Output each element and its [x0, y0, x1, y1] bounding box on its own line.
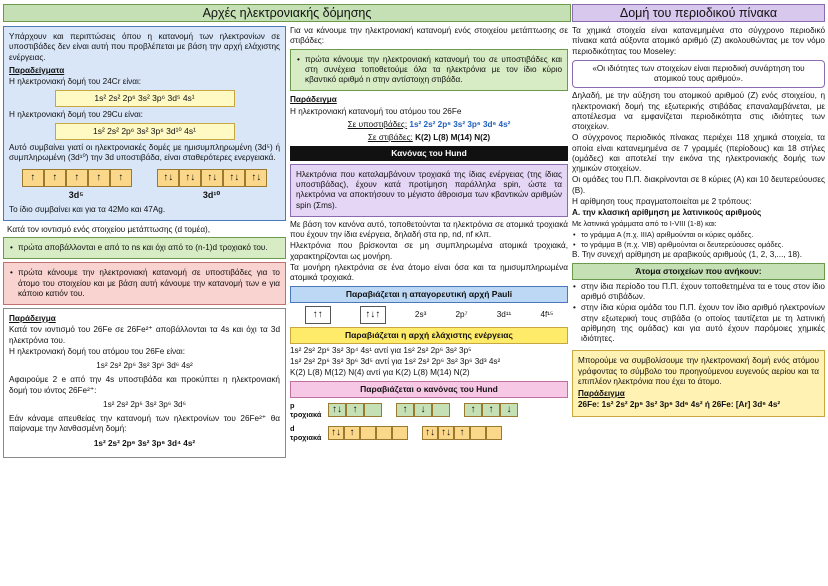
- p-wrong: [328, 403, 382, 417]
- d5-label: 3d⁵: [68, 190, 84, 201]
- orbital-box: ↑: [44, 169, 66, 187]
- pauli-label: 3d¹¹: [496, 309, 512, 319]
- orbital-box: ↑↓: [422, 426, 438, 440]
- orbital-box: ↑: [464, 403, 482, 417]
- orbital-box: ↑: [110, 169, 132, 187]
- orbital-box: ↑↓: [223, 169, 245, 187]
- reason-text: Αυτό συμβαίνει γιατί οι ηλεκτρονιακές δομές με ημισυμπληρωμένη (3d⁵) ή συμπληρωμένη (3d¹⁰) την 3d υποστιβάδα, είναι σταθερότερες ενεργειακά.: [9, 142, 280, 162]
- fe-text-4: Εάν κάναμε απευθείας την κατανομή των ηλεκτρονίων του 26Fe²⁺ θα παίρναμε την λανθασμένη δομή:: [9, 414, 280, 434]
- d-wrong-2: [422, 426, 502, 440]
- orbital-box: [376, 426, 392, 440]
- d-orbital-row: [290, 424, 568, 443]
- orbital-box: [432, 403, 450, 417]
- energy-line: K(2) L(8) M(12) N(4) αντί για K(2) L(8) M(14) N(2): [290, 368, 470, 378]
- transition-bullet-box: [290, 49, 568, 92]
- ion-pink-box: [3, 262, 286, 305]
- cr-text: Η ηλεκτρονιακή δομή του 24Cr είναι:: [9, 77, 142, 86]
- orbital-box: ↑↓: [328, 403, 346, 417]
- hund-more-3: Τα μονήρη ηλεκτρόνια σε ένα άτομο είναι όσα και τα ημισυμπληρωμένα ατομικά τροχιακά.: [290, 262, 568, 283]
- column-right: [572, 4, 825, 582]
- orbital-box: ↑↑: [305, 306, 331, 324]
- fe2-config: 1s² 2s² 2p⁶ 3s² 3p⁶ 3d⁶: [103, 399, 186, 409]
- fe-config: 1s² 2s² 2p⁶ 3s² 3p⁶ 3d⁶ 4s²: [96, 361, 193, 370]
- pt-p2: Δηλαδή, με την αύξηση του ατομικού αριθμού (Z) ενός στοιχείου, η ηλεκτρονιακή δομή της εξωτερικής στιβάδας επαναλαμβάνεται, με αποτέλεσμα να εμφανίζεται περιοδικότητα στις ιδιότητες των στοιχείων.: [572, 91, 825, 131]
- orbital-box: ↑↓: [245, 169, 267, 187]
- orbital-box: ↑↓: [179, 169, 201, 187]
- fe-text-2: Η ηλεκτρονιακή δομή του ατόμου του 26Fe είναι:: [9, 346, 185, 356]
- d-wrong: [328, 426, 408, 440]
- d10-orbitals: [157, 169, 267, 187]
- fe-text-3: Αφαιρούμε 2 e από την 4s υποστιβάδα και προκύπτει η ηλεκτρονιακή δομή του ιόντος 26Fe²⁺:: [9, 375, 280, 395]
- pauli-label: 4f¹⁵: [540, 309, 554, 319]
- orbital-box: ↑: [344, 426, 360, 440]
- orbital-box: ↓: [414, 403, 432, 417]
- fe-wrong-config: 1s² 2s² 2p⁶ 3s² 3p⁶ 3d⁴ 4s²: [93, 438, 196, 448]
- orbital-box: [392, 426, 408, 440]
- orbital-box: ↑: [22, 169, 44, 187]
- pt-p5: Η αρίθμηση τους πραγματοποιείται με 2 τρόπους:: [572, 196, 752, 206]
- orbital-labels: [9, 190, 280, 201]
- pauli-examples: [290, 306, 568, 324]
- shell-label: Σε στιβάδες:: [367, 133, 413, 142]
- pauli-label: 2p⁷: [455, 309, 468, 319]
- ion-pink-bullet: • πρώτα κάνουμε την ηλεκτρονιακή κατανομή σε υποστιβάδες για το άτομο του στοιχείου και με βάση αυτή κάνουμε την κατανομή των e για κάποιο κατιόν του.: [9, 268, 280, 299]
- ion-green-box: [3, 237, 286, 259]
- shell-line: [290, 133, 568, 143]
- orbital-box: [486, 426, 502, 440]
- intro-text: Υπάρχουν και περιπτώσεις όπου η κατανομή των ηλεκτρονίων σε υποστιβάδες δεν είναι αυτή που προβλέπεται με βάση την αρχή ελάχιστης ενέργειας.: [9, 32, 280, 62]
- orbital-box: ↑↓: [201, 169, 223, 187]
- pauli-label: 2s³: [414, 309, 427, 319]
- d-label: d τροχιακά: [290, 423, 322, 442]
- shell-config: K(2) L(8) M(14) N(2): [415, 133, 491, 142]
- fe-text-1: Κατά τον ιοντισμό του 26Fe σε 26Fe²⁺ αποβάλλονται τα 4s και όχι τα 3d ηλεκτρόνια του.: [9, 325, 280, 345]
- atoms-bullet-group: • στην ίδια κύρια ομάδα του Π.Π. έχουν τον ίδιο αριθμό ηλεκτρονίων στην εξωτερική τους στιβάδα (ο οποίος ταυτίζεται με τη λατινική αρίθμηση της ομάδας) και για αυτό έχουν παρόμοιες χημικές ιδιότητες.: [572, 303, 825, 344]
- noble-gas-box: [572, 350, 825, 416]
- example-title-2: Παράδειγμα: [290, 95, 337, 105]
- orbital-box: [470, 426, 486, 440]
- orbital-diagrams: [9, 166, 280, 190]
- fe-example-box: [3, 308, 286, 458]
- orbital-box: ↑: [88, 169, 110, 187]
- pt-numbering-a-bullet: • το γράμμα Β (π.χ. VIB) αριθμούνται οι δευτερεύουσες ομάδες.: [572, 240, 825, 249]
- orbital-box: ↑: [66, 169, 88, 187]
- hund-violation-title: Παραβιάζεται ο κανόνας του Hund: [290, 381, 568, 398]
- pt-p4: Οι ομάδες του Π.Π. διακρίνονται σε 8 κύριες (Α) και 10 δευτερεύουσες (Β).: [572, 175, 825, 195]
- symbol-text: Μπορούμε να συμβολίσουμε την ηλεκτρονιακή δομή ενός ατόμου γράφοντας το σύμβολο του προηγούμενου ευγενούς αερίου και τα επιπλέον ηλεκτρόνια που έχει το άτομο.: [578, 356, 819, 386]
- orbital-box: ↑↓: [438, 426, 454, 440]
- transition-bullet: • πρώτα κάνουμε την ηλεκτρονιακή κατανομή του σε υποστιβάδες και στη συνέχεια τοποθετούμε όλα τα ηλεκτρόνια με τον ίδιο κύριο κβαντικό αριθμό n στην αντίστοιχη στιβάδα.: [296, 55, 562, 86]
- p-wrong-2: [396, 403, 450, 417]
- symbol-example: 26Fe: 1s² 2s² 2p⁶ 3s² 3p⁶ 3d⁶ 4s² ή 26Fe: [Ar] 3d⁶ 4s²: [578, 400, 781, 410]
- pt-numbering-a-sub: Με λατινικά γράμματα από το I-VIII (1-8) και:: [572, 219, 717, 229]
- subshell-config: 1s² 2s² 2p⁶ 3s² 3p⁶ 3d⁶ 4s²: [409, 119, 511, 129]
- orbital-box: ↑↓: [157, 169, 179, 187]
- examples-title: Παραδείγματα: [9, 65, 65, 75]
- atoms-bullet-period: • στην ίδια περίοδο του Π.Π. έχουν τοποθετημένα τα e τους στον ίδιο αριθμό στιβάδων.: [572, 282, 825, 303]
- pauli-title: Παραβιάζεται η απαγορευτική αρχή Pauli: [290, 286, 568, 303]
- hund-more-1: Με βάση τον κανόνα αυτό, τοποθετούνται τα ηλεκτρόνια σε ατομικά τροχιακά που έχουν την ίδια ενέργεια, δηλαδή στα np, nd, nf κλπ.: [290, 219, 568, 240]
- pt-p3: Ο σύγχρονος περιοδικός πίνακας περιέχει 118 χημικά στοιχεία, τα οποία είναι κατανεμημένα σε 7 γραμμές (περίοδους) και 18 στήλες (ομάδες) και αποτελεί την εικόνα της ηλεκτρονιακής δομής των χημικών στοιχείων.: [572, 133, 825, 173]
- cu-config: 1s² 2s² 2p⁶ 3s² 3p⁶ 3d¹⁰ 4s¹: [55, 123, 235, 140]
- cu-text: Η ηλεκτρονιακή δομή του 29Cu είναι:: [9, 109, 143, 119]
- energy-line: 1s² 2s² 2p⁶ 3s² 3p⁴ 4s¹ αντί για 1s² 2s² 2p⁶ 3s² 3p⁵: [290, 345, 472, 355]
- header-electronic-structure: Αρχές ηλεκτρονιακής δόμησης: [3, 4, 571, 22]
- symbol-example-title: Παράδειγμα: [578, 389, 625, 399]
- subshell-label: Σε υποστιβάδες:: [347, 119, 408, 129]
- moseley-quote: «Οι ιδιότητες των στοιχείων είναι περιοδική συνάρτηση του ατομικού τους αριθμού».: [572, 60, 825, 89]
- pt-numbering-a-bullet: • το γράμμα Α (π.χ. IIIA) αριθμούνται οι κύριες ομάδες.: [572, 230, 825, 239]
- energy-line: 1s² 2s² 2p⁶ 3s² 3p⁶ 3d⁵ αντί για 1s² 2s² 2p⁶ 3s² 3p⁶ 3d³ 4s²: [290, 356, 501, 366]
- p-wrong-3: [464, 403, 518, 417]
- hund-title: Κανόνας του Hund: [290, 146, 568, 161]
- pt-numbering-b: Β. Την συνεχή αρίθμηση με αραβικούς αριθμούς (1, 2, 3,..., 18).: [572, 250, 803, 259]
- orbital-box: [364, 403, 382, 417]
- hund-more-2: Ηλεκτρόνια που βρίσκονται σε μη συμπληρωμένα ατομικά τροχιακά, χαρακτηρίζονται ως μονήρη.: [290, 241, 568, 261]
- mo-ag-text: Το ίδιο συμβαίνει και για τα 42Mo και 47Ag.: [9, 204, 166, 214]
- energy-title: Παραβιάζεται η αρχή ελάχιστης ενέργειας: [290, 327, 568, 344]
- hund-text: Ηλεκτρόνια που καταλαμβάνουν τροχιακά της ίδιας ενέργειας (της ίδιας υποστιβάδας), έχουν κατά προτίμηση παράλληλα spin, ώστε τα ηλεκτρόνια να αποκτήσουν το μέγιστο άθροισμα των κβαντικών αριθμών spin (Σms).: [296, 169, 562, 210]
- example-title: Παράδειγμα: [9, 314, 56, 323]
- orbital-box: ↑↓↑: [360, 306, 386, 324]
- pt-intro: Τα χημικά στοιχεία είναι κατανεμημένα στο σύγχρονο περιοδικό πίνακα κατά αύξοντα ατομικό αριθμό (Z) ακολουθώντας με τον νόμο περιοδικότητας του Moseley:: [572, 26, 825, 56]
- atoms-title: Άτομα στοιχείων που ανήκουν:: [572, 263, 825, 280]
- orbital-box: ↑: [482, 403, 500, 417]
- orbital-box: ↑: [454, 426, 470, 440]
- column-middle: [290, 25, 568, 582]
- p-orbital-row: [290, 401, 568, 420]
- orbital-box: ↑: [396, 403, 414, 417]
- orbital-box: ↑↓: [328, 426, 344, 440]
- d10-label: 3d¹⁰: [202, 190, 221, 201]
- d5-orbitals: [22, 169, 132, 187]
- ion-intro: Κατά τον ιοντισμό ενός στοιχείου μετάπτωσης (d τομέα),: [7, 224, 211, 234]
- subshell-line: [290, 120, 568, 130]
- orbital-box: [360, 426, 376, 440]
- cr-config: 1s² 2s² 2p⁶ 3s² 3p⁶ 3d⁵ 4s¹: [55, 90, 235, 107]
- orbital-box: ↑: [346, 403, 364, 417]
- p-label: p τροχιακά: [290, 401, 322, 420]
- header-periodic-table: Δομή του περιοδικού πίνακα: [572, 4, 825, 22]
- exceptions-box: [3, 26, 286, 221]
- transition-intro: Για να κάνουμε την ηλεκτρονιακή κατανομή ενός στοιχείου μετάπτωσης σε στιβάδες:: [290, 26, 568, 46]
- orbital-box: ↓: [500, 403, 518, 417]
- hund-box: [290, 164, 568, 217]
- pt-numbering-a: Α. την κλασική αρίθμηση με λατινικούς αριθμούς: [572, 208, 762, 217]
- ion-green-bullet: • πρώτα αποβάλλονται e από το ns και όχι από το (n-1)d τροχιακό του.: [9, 243, 280, 253]
- fe-example-text: Η ηλεκτρονιακή κατανομή του ατόμου του 26Fe: [290, 106, 462, 116]
